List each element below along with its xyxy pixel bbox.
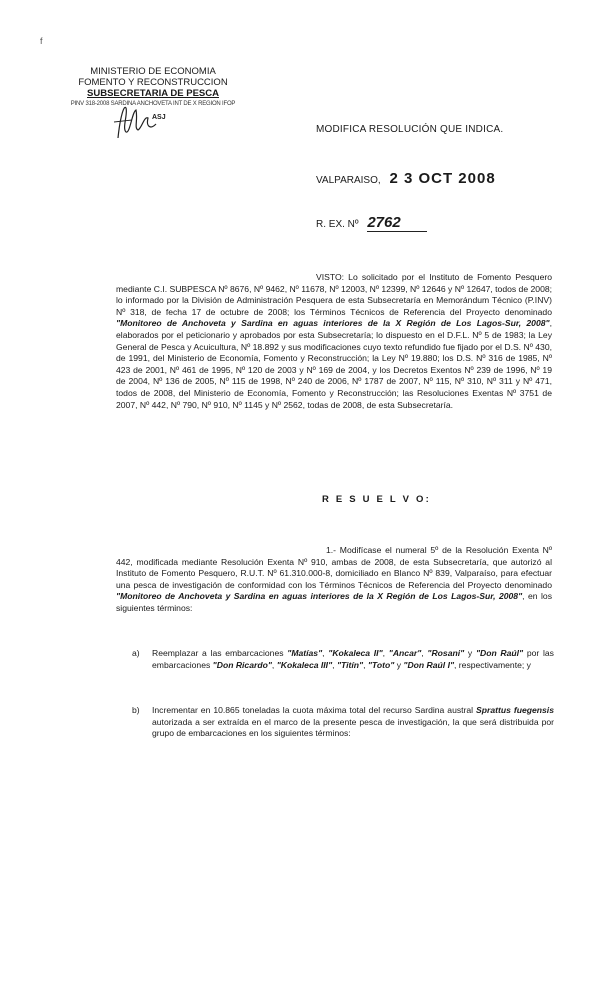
item-b-text — [152, 705, 554, 740]
item-b — [122, 705, 554, 740]
vessel-name: "Kokaleca III" — [276, 659, 333, 670]
item-a-seg: , — [271, 659, 277, 670]
item-a-text — [152, 648, 554, 671]
corner-mark: f — [40, 36, 43, 46]
item-a-seg: , respectivamente; y — [454, 659, 531, 670]
initials-stamp: ASJ — [152, 114, 166, 121]
vessel-name: "Rosani" — [427, 648, 465, 658]
article-1-text-1: 1.- Modifícase el numeral 5º de la Resolución Exenta Nº 442, modificada mediante Resolución Exenta Nº 910, ambas de 2008, de esta Subsecretaría, que autorizó al Instituto de Fomento Pesquero, R.U.T. Nº 61.310.000-8, domiciliado en Blanco Nº 839, Valparaíso, para efectuar una pesca de investigación de conformidad con los Términos Técnicos de Referencia del Proyecto denominado — [116, 545, 552, 590]
item-a — [122, 648, 554, 671]
item-b-seg: autorizada a ser extraída en el marco de la presente pesca de investigación, la que será distribuida por grupo de embarcaciones en los siguientes términos: — [152, 716, 554, 739]
rex-number: 2762 — [367, 214, 427, 232]
resolution-number-line — [316, 214, 427, 232]
vessel-name: "Don Raúl I" — [403, 659, 455, 670]
visto-project-name: "Monitoreo de Anchoveta y Sardina en aguas interiores de la X Región de Los Lagos-Sur, 2008" — [116, 318, 550, 329]
vessel-name: "Don Ricardo" — [212, 659, 272, 670]
ministry-line-2: FOMENTO Y RECONSTRUCCION — [78, 77, 228, 88]
rex-label: R. EX. Nº — [316, 219, 359, 230]
item-a-seg: , — [332, 659, 337, 670]
item-a-seg: y — [394, 659, 404, 670]
visto-text-1: Lo solicitado por el Instituto de Fomento Pesquero mediante C.I. SUBPESCA Nº 8676, Nº 9462, Nº 11678, Nº 12003, Nº 12399, Nº 12646 y Nº 12647, todos de 2008; lo informado por la División de Administración Pesquera de esta Subsecretaría en Memorándum Técnico (P.INV) Nº 318, de fecha 17 de octubre de 2008; los Términos Técnicos de Referencia del Proyecto denominado — [116, 272, 553, 317]
place: VALPARAISO, — [316, 175, 381, 186]
vessel-name: "Ancar" — [388, 648, 422, 658]
vessel-name: "Titín" — [336, 659, 364, 670]
item-a-seg: , — [421, 648, 428, 658]
vessel-name: "Toto" — [367, 659, 395, 670]
item-a-seg: , — [363, 659, 368, 670]
item-a-seg: por las embarcaciones — [152, 648, 554, 670]
vessel-name: "Don Raúl" — [475, 648, 524, 658]
document-subject: MODIFICA RESOLUCIÓN QUE INDICA. — [316, 124, 504, 135]
article-1-paragraph — [116, 545, 552, 615]
visto-paragraph — [116, 272, 552, 411]
article-1-text-2: , en los siguientes términos: — [116, 591, 552, 613]
species-name: Sprattus fuegensis — [476, 705, 554, 715]
vessel-name: "Kokaleca II" — [328, 648, 383, 658]
item-a-seg: , — [382, 648, 389, 658]
item-b-seg: Incrementar en 10.865 toneladas la cuota máxima total del recurso Sardina austral — [152, 705, 477, 715]
item-a-seg: y — [464, 648, 476, 658]
article-1-project-name: "Monitoreo de Anchoveta y Sardina en aguas interiores de la X Región de Los Lagos-Sur, 2008" — [116, 591, 523, 602]
visto-lead: VISTO: — [316, 272, 345, 282]
item-a-label: a) — [132, 648, 140, 658]
item-a-seg: , — [322, 648, 329, 658]
reference-code: PINV 318-2008 SARDINA ANCHOVETA INT DE X REGION IFOP — [70, 101, 236, 107]
date-stamp: 2 3 OCT 2008 — [389, 170, 496, 187]
date-line — [316, 170, 496, 187]
item-a-seg: Reemplazar a las embarcaciones — [152, 648, 288, 658]
item-b-label: b) — [132, 705, 140, 715]
subsecretaria-line: SUBSECRETARIA DE PESCA — [87, 88, 219, 99]
ministry-line: MINISTERIO DE ECONOMIA — [90, 66, 216, 77]
visto-text-2: , elaborados por el peticionario y aprobados por esta Subsecretaría; lo dispuesto en el D.F.L. Nº 5 de 1983; la Ley General de Pesca y Acuicultura, Nº 18.892 y sus modificaciones cuyo texto refundido fue fijado por el D.S. Nº 430, de 1991, del Ministerio de Economía, Fomento y Reconstrucción; la Ley Nº 19.880; los D.S. Nº 316 de 1985, Nº 423 de 2001, Nº 461 de 1995, Nº 120 de 2003 y Nº 169 de 2004, y los Decretos Exentos Nº 239 de 1996, Nº 19 de 2004, Nº 136 de 2005, Nº 115 de 1998, Nº 240 de 2006, Nº 1787 de 2007, Nº 115, Nº 310, Nº 311 y Nº 471, todos de 2008, del Ministerio de Economía, Fomento y Reconstrucción; las Resoluciones Exentas Nº 3751 de 2007, Nº 442, Nº 790, Nº 910, Nº 1145 y Nº 2562, todas de 2008, de esta Subsecretaría. — [116, 318, 552, 410]
vessel-name: "Matías" — [287, 648, 323, 658]
resuelvo-heading: R E S U E L V O: — [322, 494, 431, 505]
